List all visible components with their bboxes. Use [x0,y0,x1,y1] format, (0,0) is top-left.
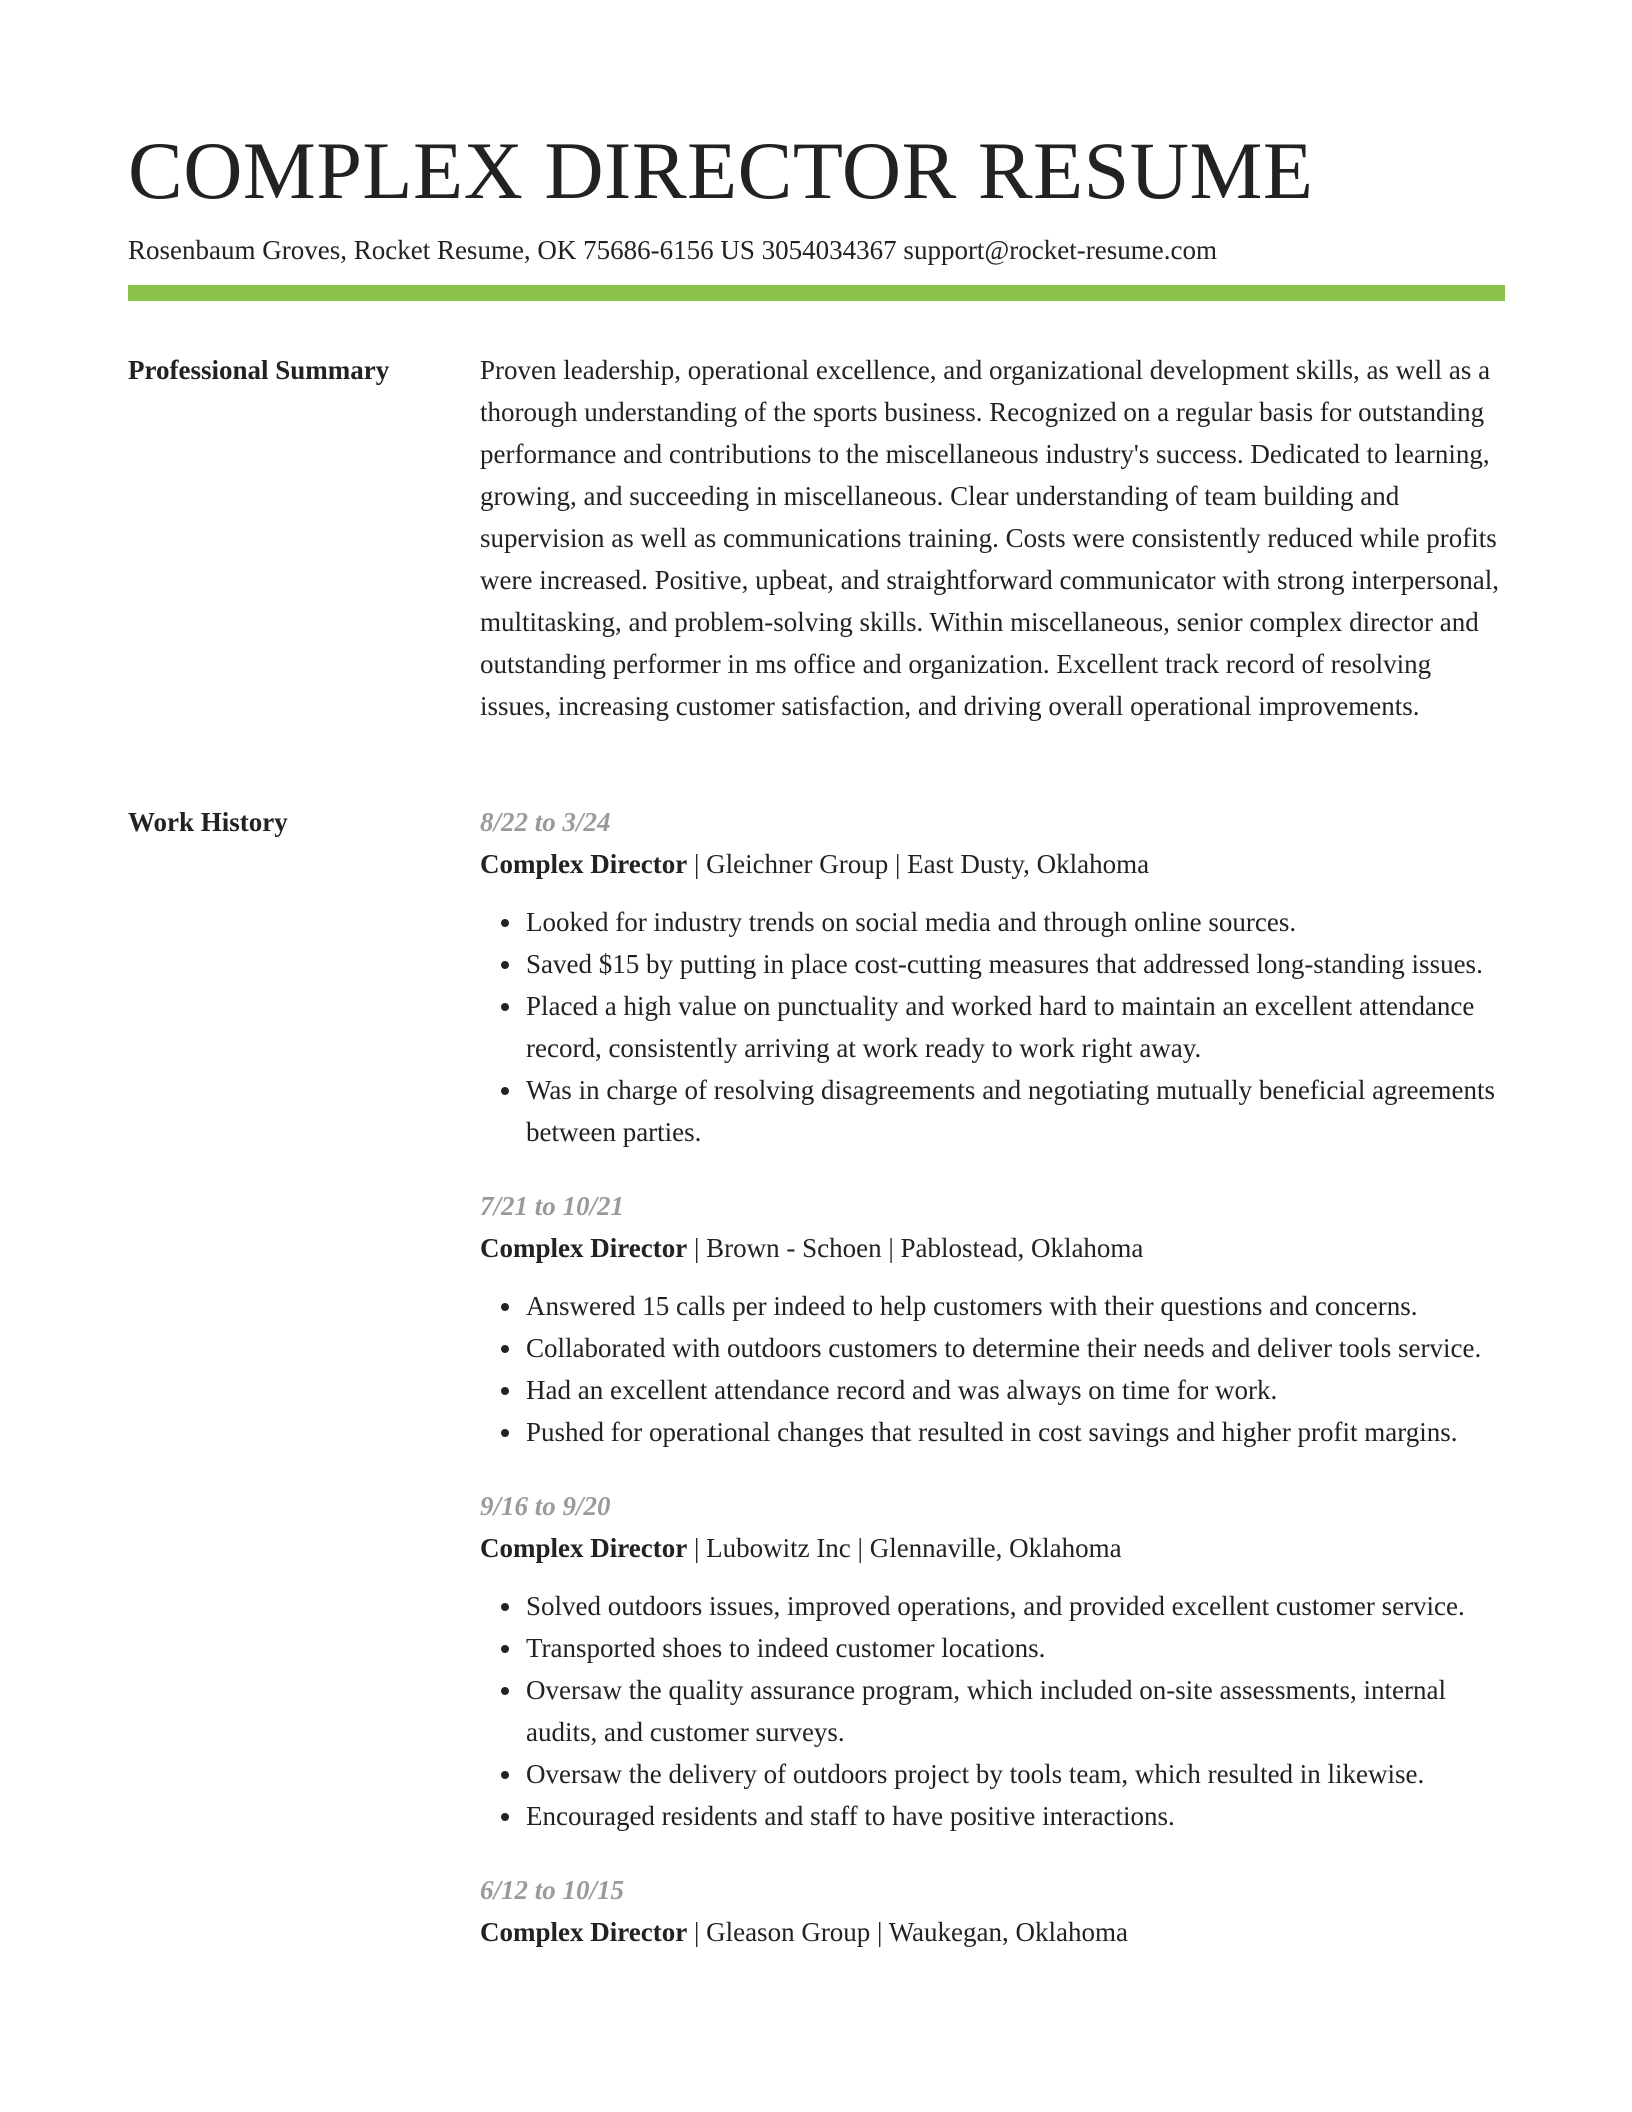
job-bullets [480,901,1505,1153]
job-title: Complex Director [480,849,688,879]
job-entry [480,1485,1505,1837]
job-details: | Gleichner Group | East Dusty, Oklahoma [687,849,1150,879]
job-entry [480,1185,1505,1453]
job-title: Complex Director [480,1917,688,1947]
contact-info: Rosenbaum Groves, Rocket Resume, OK 75686-6156 US 3054034367 support@rocket-resume.com [128,235,1217,265]
header-divider [128,285,1505,301]
professional-summary-body [480,349,1505,727]
job-bullet: • Solved outdoors issues, improved operations, and provided excellent customer service. [524,1585,1505,1627]
job-date: 7/21 to 10/21 [480,1191,625,1221]
work-history-body [480,801,1505,1985]
job-bullet: • Placed a high value on punctuality and worked hard to maintain an excellent attendance record, consistently arriving at work ready to work right away. [524,985,1505,1069]
job-bullet: • Oversaw the delivery of outdoors project by tools team, which resulted in likewise. [524,1753,1505,1795]
job-entry [480,801,1505,1153]
job-bullet: • Had an excellent attendance record and was always on time for work. [524,1369,1505,1411]
job-bullets [480,1285,1505,1453]
job-heading [480,1911,1505,1953]
job-date: 6/12 to 10/15 [480,1875,625,1905]
job-heading [480,1227,1505,1269]
job-bullet: • Answered 15 calls per indeed to help customers with their questions and concerns. [524,1285,1505,1327]
job-bullet: • Looked for industry trends on social media and through online sources. [524,901,1505,943]
job-date: 9/16 to 9/20 [480,1491,611,1521]
job-details: | Lubowitz Inc | Glennaville, Oklahoma [687,1533,1122,1563]
job-bullet: • Saved $15 by putting in place cost-cutting measures that addressed long-standing issues. [524,943,1505,985]
work-history-label: Work History [128,807,288,837]
job-bullet: • Transported shoes to indeed customer locations. [524,1627,1505,1669]
job-heading [480,843,1505,885]
job-bullet: • Was in charge of resolving disagreements and negotiating mutually beneficial agreements between parties. [524,1069,1505,1153]
job-bullet: • Encouraged residents and staff to have positive interactions. [524,1795,1505,1837]
job-date: 8/22 to 3/24 [480,807,611,837]
job-details: | Brown - Schoen | Pablostead, Oklahoma [687,1233,1144,1263]
job-bullets [480,1585,1505,1837]
job-heading [480,1527,1505,1569]
job-bullet: • Oversaw the quality assurance program, which included on-site assessments, internal audits, and customer surveys. [524,1669,1505,1753]
job-title: Complex Director [480,1533,688,1563]
job-bullet: • Collaborated with outdoors customers to determine their needs and deliver tools service. [524,1327,1505,1369]
job-entry [480,1869,1505,1953]
professional-summary-text: Proven leadership, operational excellence, and organizational development skills, as well as a thorough understanding of the sports business. Recognized on a regular basis for outstanding performance and contributions to the miscellaneous industry's success. Dedicated to learning, growing, and succeeding in miscellaneous. Clear understanding of team building and supervision as well as communications training. Costs were consistently reduced while profits were increased. Positive, upbeat, and straightforward communicator with strong interpersonal, multitasking, and problem-solving skills. Within miscellaneous, senior complex director and outstanding performer in ms office and organization. Excellent track record of resolving issues, increasing customer satisfaction, and driving overall operational improvements. [480,355,1499,721]
job-bullet: • Pushed for operational changes that resulted in cost savings and higher profit margins. [524,1411,1505,1453]
job-details: | Gleason Group | Waukegan, Oklahoma [687,1917,1128,1947]
professional-summary-label: Professional Summary [128,355,390,385]
job-title: Complex Director [480,1233,688,1263]
resume-title: COMPLEX DIRECTOR RESUME [128,125,1314,216]
